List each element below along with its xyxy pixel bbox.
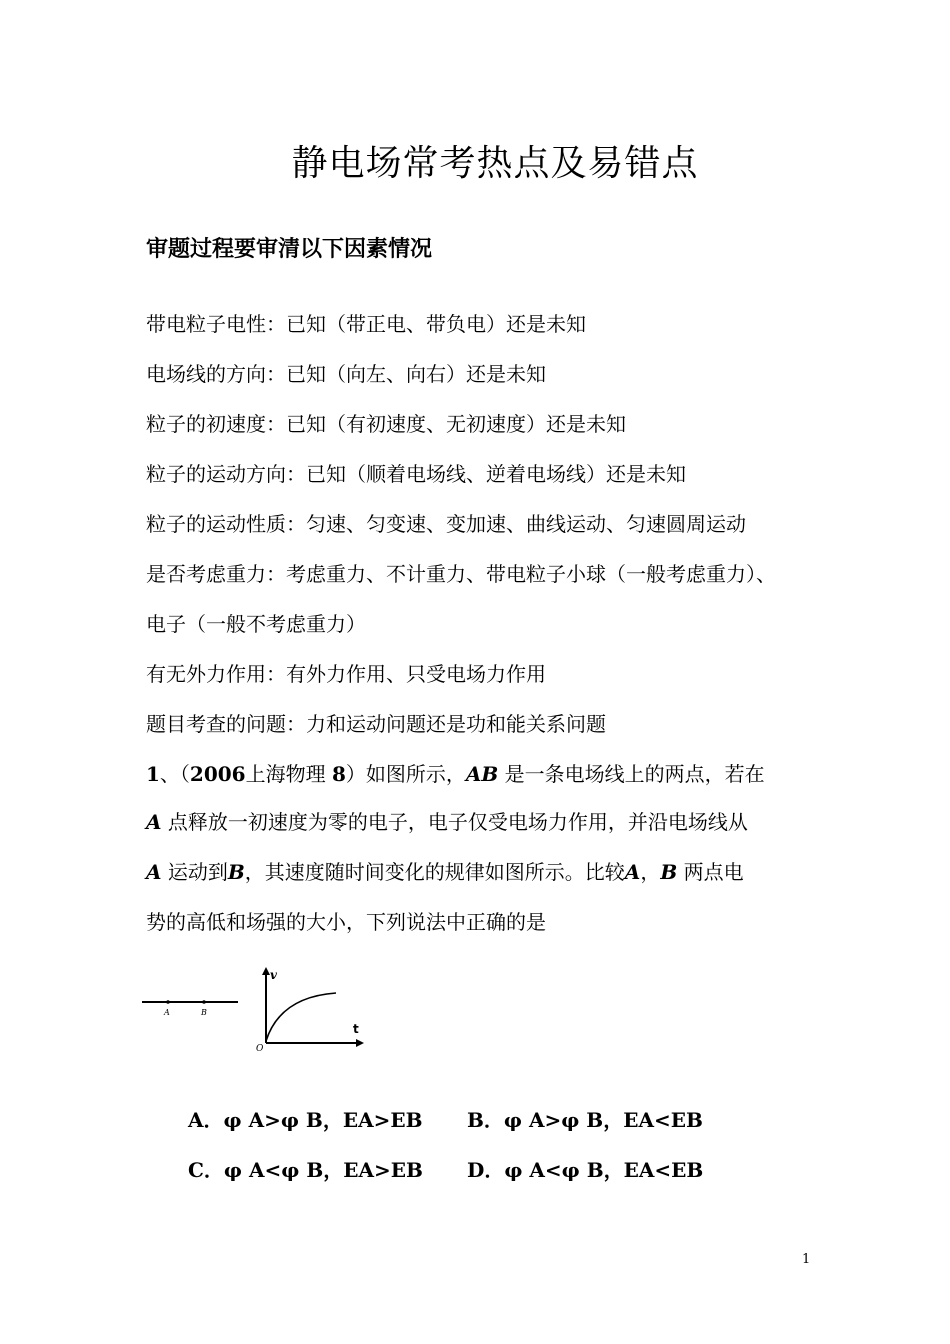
option-c-text: φ A<φ B，EA>EB xyxy=(223,1158,423,1182)
point-a-label: A xyxy=(164,1008,170,1017)
point-label: A xyxy=(146,810,162,834)
question-text: 点释放一初速度为零的电子，电子仅受电场力作用，并沿电场线从 xyxy=(167,810,748,834)
question-source-year: 2006 xyxy=(189,762,246,786)
option-b-label: B． xyxy=(467,1108,504,1132)
option-d-text: φ A<φ B，EA<EB xyxy=(504,1158,704,1182)
point-label: AB xyxy=(465,762,499,786)
question-text: 运动到 xyxy=(167,860,228,884)
page-number: 1 xyxy=(802,1252,811,1267)
option-b[interactable] xyxy=(467,1104,703,1133)
point-label: B xyxy=(660,860,678,884)
factor-line: 带电粒子电性：已知（带正电、带负电）还是未知 xyxy=(146,312,586,336)
question-text: 是一条电场线上的两点，若在 xyxy=(504,762,765,786)
point-b-label: B xyxy=(201,1008,207,1017)
question-source: 上海物理 xyxy=(245,762,326,786)
factor-line: 电场线的方向：已知（向左、向右）还是未知 xyxy=(146,362,546,386)
option-b-text: φ A>φ B，EA<EB xyxy=(503,1108,703,1132)
origin-label: O xyxy=(256,1044,264,1054)
question-line-3 xyxy=(146,856,744,885)
option-a-text: φ A>φ B，EA>EB xyxy=(223,1108,423,1132)
v-axis-arrow xyxy=(262,967,270,975)
question-text: ， xyxy=(640,860,661,884)
question-line-4: 势的高低和场强的大小，下列说法中正确的是 xyxy=(146,910,546,934)
option-c[interactable] xyxy=(188,1154,423,1183)
factor-line: 是否考虑重力：考虑重力、不计重力、带电粒子小球（一般考虑重力）、 xyxy=(146,562,776,586)
point-label: A xyxy=(146,860,162,884)
question-source-num: 8 xyxy=(331,762,346,786)
option-a-label: A． xyxy=(188,1108,224,1132)
factor-line: 粒子的运动方向：已知（顺着电场线、逆着电场线）还是未知 xyxy=(146,462,686,486)
point-label: B xyxy=(227,860,245,884)
option-c-label: C． xyxy=(188,1158,224,1182)
factor-line: 粒子的运动性质：匀速、匀变速、变加速、曲线运动、匀速圆周运动 xyxy=(146,512,746,536)
factor-line: 电子（一般不考虑重力） xyxy=(146,612,366,636)
t-axis-label: t xyxy=(353,1022,359,1036)
factor-line: 粒子的初速度：已知（有初速度、无初速度）还是未知 xyxy=(146,412,626,436)
factor-line: 有无外力作用：有外力作用、只受电场力作用 xyxy=(146,662,546,686)
option-d[interactable] xyxy=(467,1154,703,1183)
question-text: ，其速度随时间变化的规律如图所示。比较 xyxy=(244,860,625,884)
point-label: A xyxy=(624,860,641,884)
option-a[interactable] xyxy=(188,1104,423,1133)
point-a-dot xyxy=(166,1000,170,1004)
t-axis-arrow xyxy=(356,1039,364,1047)
option-d-label: D． xyxy=(467,1158,505,1182)
question-figure xyxy=(140,965,370,1055)
page-title: 静电场常考热点及易错点 xyxy=(291,143,699,184)
question-line-2 xyxy=(146,806,748,835)
question-number: 1 xyxy=(146,762,160,786)
section-heading: 审题过程要审清以下因素情况 xyxy=(146,237,433,262)
velocity-curve xyxy=(266,993,336,1041)
point-b-dot xyxy=(202,1000,206,1004)
v-axis-label: v xyxy=(270,968,277,982)
question-line-1: 1、（2006上海物理 8）如图所示，AB 是一条电场线上的两点，若在 xyxy=(146,762,765,786)
question-text: 两点电 xyxy=(683,860,744,884)
question-text: 如图所示， xyxy=(365,762,466,786)
factor-line: 题目考查的问题：力和运动问题还是功和能关系问题 xyxy=(146,712,606,736)
